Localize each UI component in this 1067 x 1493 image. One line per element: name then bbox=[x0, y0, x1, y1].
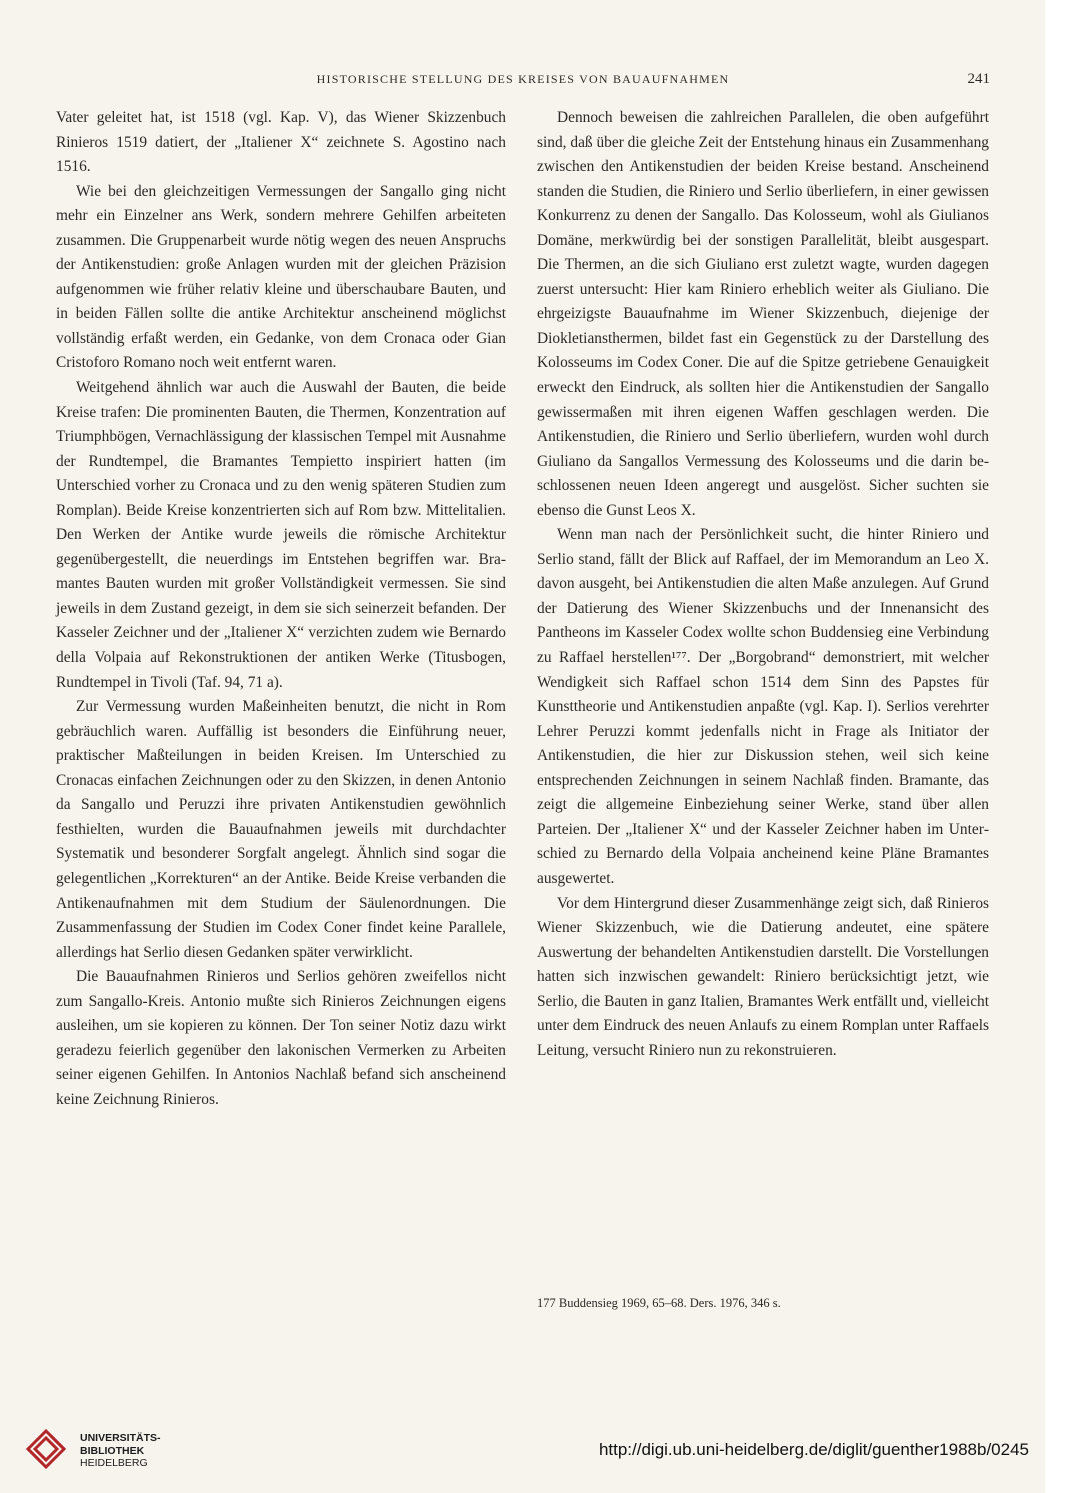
source-url[interactable]: http://digi.ub.uni-heidelberg.de/diglit/guenther1988b/0245 bbox=[598, 1440, 1029, 1459]
left-column bbox=[56, 106, 506, 1112]
paragraph: Zur Vermessung wurden Maßeinheiten benutzt, die nicht in Rom gebräuchlich waren. Auffällig ist besonders die Einführung neuer, praktischer Maßteilungen in beiden Kreisen. Im Unterschied zu Cronacas einfachen Zeichnungen oder zu den Skizzen, in denen Antonio da Sangallo und Peruzzi ihre privaten Antikenstudien gewöhnlich festhielten, wurden die Bauaufnahmen jeweils mit durchdachter Systematik und besonderer Sorgfalt angelegt. Ähnlich sind sogar die gelegentlichen „Korrekturen“ an der Antike. Beide Kreise verbanden die Antikenaufnahmen mit dem Studium der Säulenordnungen. Die Zusammenfassung der Studien im Codex Coner findet keine Parallele, allerdings hat Serlio diesen Gedanken später verwirklicht. bbox=[56, 698, 506, 961]
library-line: HEIDELBERG bbox=[80, 1457, 148, 1469]
paragraph: Weitgehend ähnlich war auch die Auswahl der Bauten, die beide Kreise trafen: Die prominenten Bauten, die Thermen, Konzentration auf Triumphbögen, Vernachlässigung der klassischen Tempel mit Ausnahme der Rundtempel, die Bramantes Tempietto inspiriert hatten (im Unterschied vorher zu Cronaca und zu den wenig späteren Studien zum Romplan). Beide Kreise konzentrierten sich auf Rom bzw. Mittelitalien. Den Werken der Antike wurde jeweils die römische Architektur gegenübergestellt, die neuerdings im Entstehen begriffen war. Bramantes Bauten wurden mit großer Vollständigkeit vermessen. Sie sind jeweils in dem Zustand gezeigt, in dem sie sich seinerzeit befanden. Der Kasseler Zeichner und der „Italiener X“ verzichten zudem wie Bernardo della Volpaia auf Rekonstruktionen der antiken Werke (Titusbogen, Rundtempel in Tivoli (Taf. 94, 71 a). bbox=[56, 379, 506, 691]
running-head bbox=[56, 72, 990, 92]
page-number: 241 bbox=[967, 71, 990, 87]
library-logo-icon bbox=[24, 1427, 68, 1471]
paragraph: Die Bauaufnahmen Rinieros und Serlios gehören zweifellos nicht zum Sangallo-Kreis. Antonio mußte sich Rinieros Zeichnungen eigens ausleihen, um sie kopieren zu können. Der Ton seiner Notiz dazu wirkt geradezu feierlich gegenüber den lakonischen Vermerken zu Arbeiten seiner eigenen Gehilfen. In Antonios Nachlaß befand sich anscheinend keine Zeichnung Rinieros. bbox=[56, 968, 506, 1108]
paragraph: Vater geleitet hat, ist 1518 (vgl. Kap. V), das Wiener Skizzenbuch Rinieros 1519 datiert, der „Italiener X“ zeichnete S. Agostino nach 1516. bbox=[56, 109, 506, 176]
library-line: UNIVERSITÄTS- bbox=[80, 1432, 161, 1444]
footnote: 177 Buddensieg 1969, 65–68. Ders. 1976, 346 s. bbox=[537, 1296, 781, 1310]
paragraph: Vor dem Hintergrund dieser Zusammenhänge zeigt sich, daß Rinieros Wiener Skizzenbuch, wie die Datierung andeutet, eine spätere Auswertung der behandelten Antikenstudien darstellt. Die Vorstellungen hatten sich inzwischen gewandelt: Riniero berücksichtigt jetzt, wie Serlio, die Bauten in ganz Italien, Bramantes Werk entfällt und, vielleicht unter dem Eindruck des neuen Anlaufs zu einem Romplan unter Raffaels Leitung, versucht Riniero nun zu rekonstruieren. bbox=[537, 894, 989, 1059]
footer-bar bbox=[0, 1410, 1045, 1493]
paragraph: Wie bei den gleichzeitigen Vermessungen der Sangallo ging nicht mehr ein Einzelner ans Werk, sondern mehrere Gehilfen arbeiteten zusammen. Die Gruppenarbeit wurde nötig wegen des neuen Anspruchs der Antikenstudien: große Anlagen wurden mit der gleichen Präzision aufgenommen wie früher relativ kleine und überschaubare Bauten, und in beiden Fällen sollte die antike Architektur anscheinend möglichst vollständig erfaßt werden, ein Gedanke, von dem Cronaca oder Gian Cristoforo Romano noch weit entfernt waren. bbox=[56, 182, 506, 372]
paragraph: Wenn man nach der Persönlichkeit sucht, die hinter Riniero und Serlio stand, fällt der Blick auf Raffael, der im Memorandum an Leo X. davon ausgeht, bei Antikenstudien die alten Maße anzulegen. Auf Grund der Datierung des Wiener Skizzenbuchs und der Innenansicht des Pantheons im Kasseler Codex wollte schon Buddensieg eine Verbindung zu Raffael herstellen¹⁷⁷. Der „Borgobrand“ demonstriert, mit welcher Wendigkeit sich Raffael schon 1514 dem Sinn des Papstes für Kunsttheorie und Antikenstudien anpaßte (vgl. Kap. I). Serlios verehrter Lehrer Peruzzi kommt jedenfalls nicht in Frage als Initiator der Antikenstudien, die hier zur Diskussion stehen, weil sich keine entsprechenden Zeichnungen in seinem Nachlaß finden. Bramante, das zeigt die allgemeine Einbeziehung seiner Werke, stand über allen Parteien. Der „Italiener X“ und der Kasseler Zeichner haben im Unterschied zu Bernardo della Volpaia ancheinend keine Pläne Bramantes ausgewertet. bbox=[537, 526, 989, 887]
right-column bbox=[537, 106, 989, 1063]
page-edge bbox=[1045, 0, 1067, 1493]
running-title: HISTORISCHE STELLUNG DES KREISES VON BAUAUFNAHMEN bbox=[316, 72, 730, 86]
library-name bbox=[80, 1432, 161, 1470]
paragraph: Dennoch beweisen die zahlreichen Parallelen, die oben aufgeführt sind, daß über die gleiche Zeit der Entstehung hinaus ein Zusammenhang zwischen den Antikenstudien der beiden Kreise bestand. Anscheinend standen die Studien, die Riniero und Serlio überliefern, in einer gewissen Konkurrenz zu denen der Sangallo. Das Kolosseum, wohl als Giulianos Domäne, merkwürdig bei der sonstigen Parallelität, bleibt ausgespart. Die Thermen, an die sich Giuliano erst zuletzt wagte, wurden dagegen zuerst untersucht: Hier kam Riniero erheblich weiter als Giuliano. Die ehrgeizigste Bauaufnahme im Wiener Skizzenbuch, diejenige der Diokletiansthermen, bildet fast ein Gegenstück zu der Darstellung des Kolosseums im Codex Coner. Die auf die Spitze getriebene Genauigkeit erweckt den Eindruck, als sollten hier die Antikenstudien der Sangallo gewissermaßen mit ihren eigenen Waffen geschlagen werden. Die Antikenstudien, die Riniero und Serlio überliefern, wurden wohl durch Giuliano da Sangallos Vermessung des Kolosseums und die darin beschlossenen neuen Ideen angeregt und ausgelöst. Sicher suchten sie ebenso die Gunst Leos X. bbox=[537, 109, 989, 519]
library-line: BIBLIOTHEK bbox=[80, 1444, 145, 1457]
